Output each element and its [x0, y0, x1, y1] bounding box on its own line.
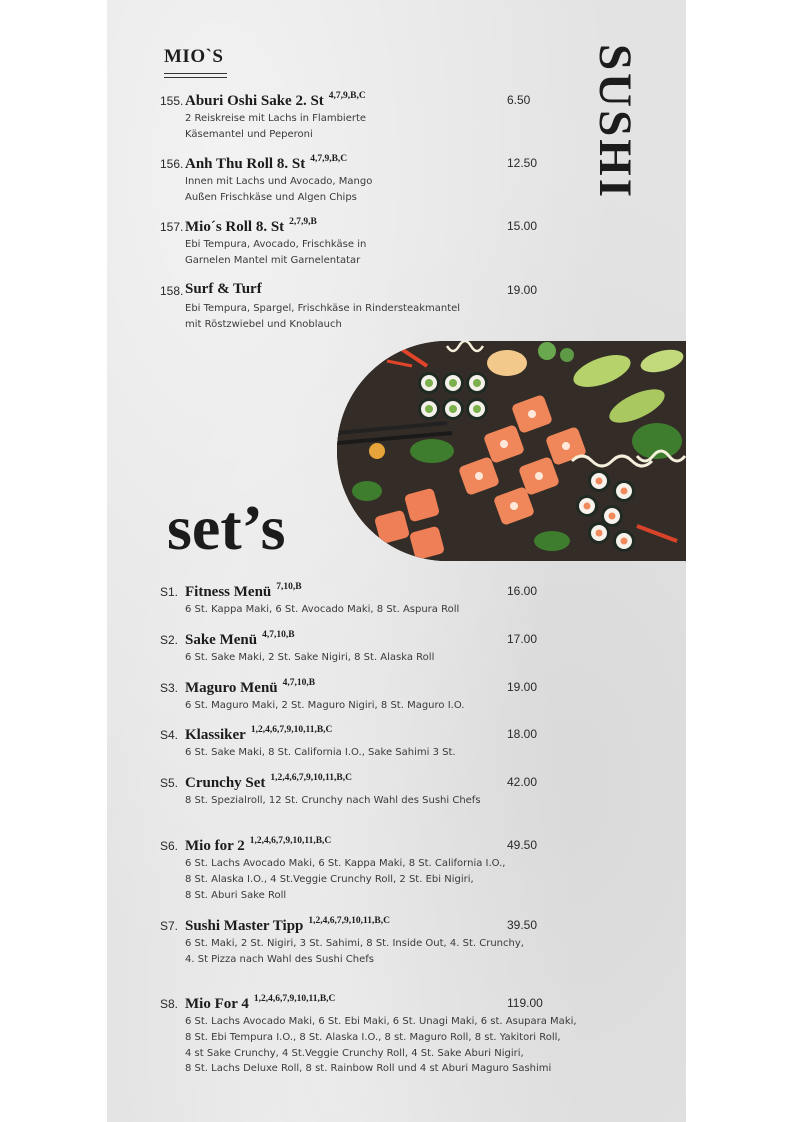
menu-page: [107, 0, 686, 1122]
item-price: 12.50: [507, 156, 538, 170]
brand-underline: [164, 73, 227, 74]
item-price: 49.50: [507, 838, 538, 852]
item-allergens: 4,7,9,B,C: [328, 91, 366, 101]
item-description: 6 St. Lachs Avocado Maki, 6 St. Ebi Maki, 6 St. Unagi Maki, 6 st. Asupara Maki, 8 St. Ebi Tempura I.O., 8 St. Alaska I.O., 8 st. Maguro Roll, 8 st. Yakitori Roll, 4 st Sake Crunchy, 4 St.Veggie Crunchy Roll, 4 St. Sake Aburi Nigiri, 8 St. Lachs Deluxe Roll, 8 st. Rainbow Roll und 4 st Aburi Maguro Sashimi: [185, 1016, 577, 1075]
item-description: 6 St. Sake Maki, 8 St. California I.O., Sake Sahimi 3 St.: [185, 747, 456, 758]
item-name: Surf & Turf: [185, 281, 262, 297]
item-number: 158.: [160, 284, 184, 298]
item-description: 6 St. Maguro Maki, 2 St. Maguro Nigiri, 8 St. Maguro I.O.: [185, 700, 465, 711]
item-price: 6.50: [507, 93, 531, 107]
item-number: S1.: [160, 585, 179, 599]
item-description: 2 Reiskreise mit Lachs in Flambierte Käsemantel und Peperoni: [185, 113, 367, 140]
sushi-photo: [337, 341, 686, 561]
item-number: S5.: [160, 776, 179, 790]
item-number: S6.: [160, 839, 179, 853]
item-name: Crunchy Set $^{1,2,4,6,7,9,10,11,B,C}$: [185, 773, 352, 791]
item-price: 15.00: [507, 219, 538, 233]
section-title: SUSHI: [589, 44, 641, 201]
item-name: Mio´s Roll 8. St $^{2,7,9,B}$: [185, 217, 317, 235]
item-name: Aburi Oshi Sake 2. St $^{4,7,9,B,C}$: [185, 91, 366, 109]
item-number: 155.: [160, 94, 184, 108]
item-price: 18.00: [507, 727, 538, 741]
item-price: 19.00: [507, 680, 538, 694]
item-name: Maguro Menü $^{4,7,10,B}$: [185, 678, 316, 696]
item-name: Mio for 2 $^{1,2,4,6,7,9,10,11,B,C}$: [185, 836, 332, 854]
item-number: 157.: [160, 220, 184, 234]
item-number: 156.: [160, 157, 184, 171]
item-allergens: 7,10,B: [276, 582, 302, 592]
item-number: S8.: [160, 997, 179, 1011]
brand-underline-2: [164, 77, 227, 78]
item-name: Anh Thu Roll 8. St $^{4,7,9,B,C}$: [185, 154, 348, 172]
item-description: Ebi Tempura, Spargel, Frischkäse in Rindersteakmantel mit Röstzwiebel und Knoblauch: [185, 303, 461, 330]
item-allergens: 1,2,4,6,7,9,10,11,B,C: [253, 994, 336, 1004]
item-price: 17.00: [507, 632, 538, 646]
item-allergens: 4,7,10,B: [282, 678, 316, 688]
item-allergens: 2,7,9,B: [289, 217, 317, 227]
item-price: 42.00: [507, 775, 538, 789]
item-name: Sake Menü $^{4,7,10,B}$: [185, 630, 295, 648]
item-price: 16.00: [507, 584, 538, 598]
item-price: 39.50: [507, 918, 538, 932]
sets-title: set’s: [167, 492, 286, 563]
item-description: 6 St. Kappa Maki, 6 St. Avocado Maki, 8 St. Aspura Roll: [185, 604, 460, 615]
item-allergens: 4,7,9,B,C: [310, 154, 348, 164]
section-title-vertical: [589, 44, 641, 238]
item-name: Klassiker $^{1,2,4,6,7,9,10,11,B,C}$: [185, 725, 333, 743]
item-description: Innen mit Lachs und Avocado, Mango Außen Frischkäse und Algen Chips: [185, 176, 373, 203]
item-allergens: 1,2,4,6,7,9,10,11,B,C: [308, 916, 390, 926]
item-allergens: 4,7,10,B: [262, 630, 295, 640]
item-price: 19.00: [507, 283, 538, 297]
item-number: S4.: [160, 728, 179, 742]
item-description: 6 St. Maki, 2 St. Nigiri, 3 St. Sahimi, 8 St. Inside Out, 4. St. Crunchy, 4. St Pizza nach Wahl des Sushi Chefs: [185, 938, 524, 965]
item-allergens: 1,2,4,6,7,9,10,11,B,C: [250, 725, 333, 735]
item-description: 6 St. Lachs Avocado Maki, 6 St. Kappa Maki, 8 St. California I.O., 8 St. Alaska I.O., 4 St.Veggie Crunchy Roll, 2 St. Ebi Nigiri, 8 St. Aburi Sake Roll: [185, 858, 506, 901]
brand-name: MIO`S: [164, 46, 224, 67]
item-name: Mio For 4 $^{1,2,4,6,7,9,10,11,B,C}$: [185, 994, 336, 1012]
item-description: 6 St. Sake Maki, 2 St. Sake Nigiri, 8 St. Alaska Roll: [185, 652, 435, 663]
item-description: Ebi Tempura, Avocado, Frischkäse in Garnelen Mantel mit Garnelentatar: [185, 239, 367, 266]
item-name: Sushi Master Tipp $^{1,2,4,6,7,9,10,11,B,C}$: [185, 916, 390, 934]
item-name: Fitness Menü $^{7,10,B}$: [185, 582, 302, 600]
item-description: 8 St. Spezialroll, 12 St. Crunchy nach Wahl des Sushi Chefs: [185, 795, 481, 806]
item-allergens: 1,2,4,6,7,9,10,11,B,C: [249, 836, 332, 846]
item-number: S2.: [160, 633, 179, 647]
item-number: S3.: [160, 681, 179, 695]
item-number: S7.: [160, 919, 179, 933]
item-allergens: 1,2,4,6,7,9,10,11,B,C: [270, 773, 352, 783]
item-price: 119.00: [507, 996, 543, 1010]
